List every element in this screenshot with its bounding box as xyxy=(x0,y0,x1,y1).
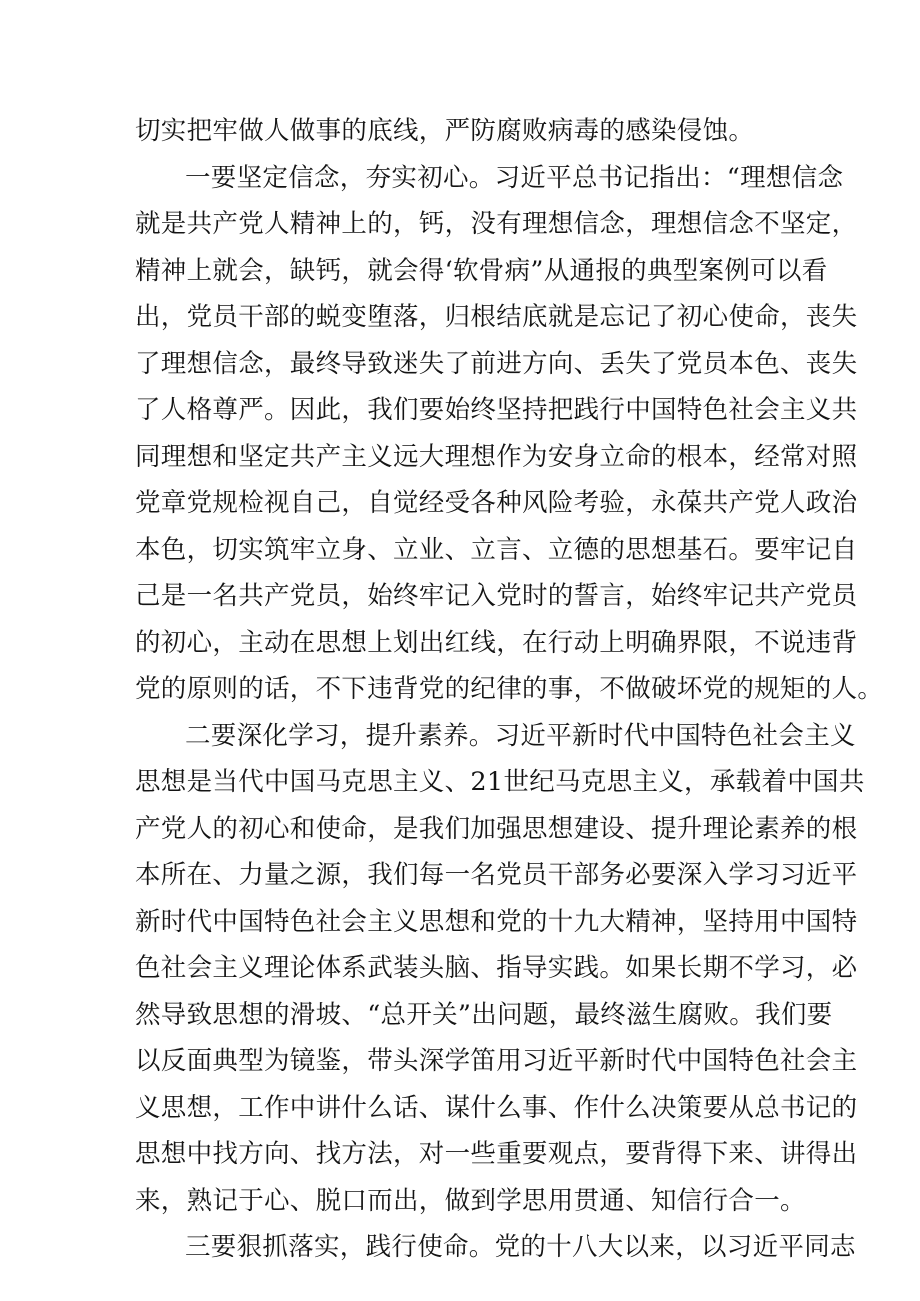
text-line: 的初心，主动在思想上划出红线，在行动上明确界限，不说违背 xyxy=(135,627,858,658)
text-line: 了理想信念，最终导致迷失了前进方向、丢失了党员本色、丧失 xyxy=(135,348,858,379)
text-line: 色社会主义理论体系武装头脑、指导实践。如果长期不学习，必 xyxy=(135,953,858,983)
text-line: 思想中找方向、找方法，对一些重要观点，要背得下来、讲得出 xyxy=(135,1139,858,1169)
text-line: 党章党规检视自己，自觉经受各种风险考验，永葆共产党人政治 xyxy=(135,488,858,518)
document-body xyxy=(135,108,884,1271)
paragraph-first-line: 一要坚定信念，夯实初心。习近平总书记指出：“理想信念 xyxy=(185,162,844,193)
text-line: 本所在、力量之源，我们每一名党员干部务必要深入学习习近平 xyxy=(135,860,858,890)
text-line: 就是共产党人精神上的，钙，没有理想信念，理想信念不坚定， xyxy=(135,209,858,239)
text-line: 出，党员干部的蜕变堕落，归根结底就是忘记了初心使命，丧失 xyxy=(135,302,858,332)
text-line: 精神上就会，缺钙，就会得‘软骨病”从通报的典型案例可以看 xyxy=(135,255,828,286)
paragraph-first-line: 三要狠抓落实，践行使命。党的十八大以来，以习近平同志 xyxy=(185,1232,856,1262)
paragraph-first-line: 二要深化学习，提升素养。习近平新时代中国特色社会主义 xyxy=(185,720,856,751)
text-line: 同理想和坚定共产主义远大理想作为安身立命的根本，经常对照 xyxy=(135,441,858,472)
text-line: 己是一名共产党员，始终牢记入党时的誓言，始终牢记共产党员 xyxy=(135,581,858,611)
text-line: 以反面典型为镜鉴，带头深学笛用习近平新时代中国特色社会主 xyxy=(135,1046,858,1076)
text-line: 了人格尊严。因此，我们要始终坚持把践行中国特色社会主义共 xyxy=(135,395,858,425)
text-line: 新时代中国特色社会主义思想和党的十九大精神，坚持用中国特 xyxy=(135,906,858,937)
text-line: 义思想，工作中讲什么话、谋什么事、作什么决策要从总书记的 xyxy=(135,1092,858,1123)
text-line: 然导致思想的滑坡、“总开关”出问题，最终滋生腐败。我们要 xyxy=(135,999,833,1030)
text-line: 产党人的初心和使命，是我们加强思想建设、提升理论素养的根 xyxy=(135,813,858,844)
text-line: 来，熟记于心、脱口而出，做到学思用贯通、知信行合一。 xyxy=(135,1185,806,1216)
text-line: 切实把牢做人做事的底线，严防腐败病毒的感染侵蚀。 xyxy=(135,116,755,146)
text-line: 党的原则的话，不下违背党的纪律的事，不做破坏党的规矩的人。 xyxy=(135,674,884,704)
text-line: 本色，切实筑牢立身、立业、立言、立德的思想基石。要牢记自 xyxy=(135,534,858,565)
text-line: 思想是当代中国马克思主义、21世纪马克思主义，承载着中国共 xyxy=(135,767,865,797)
